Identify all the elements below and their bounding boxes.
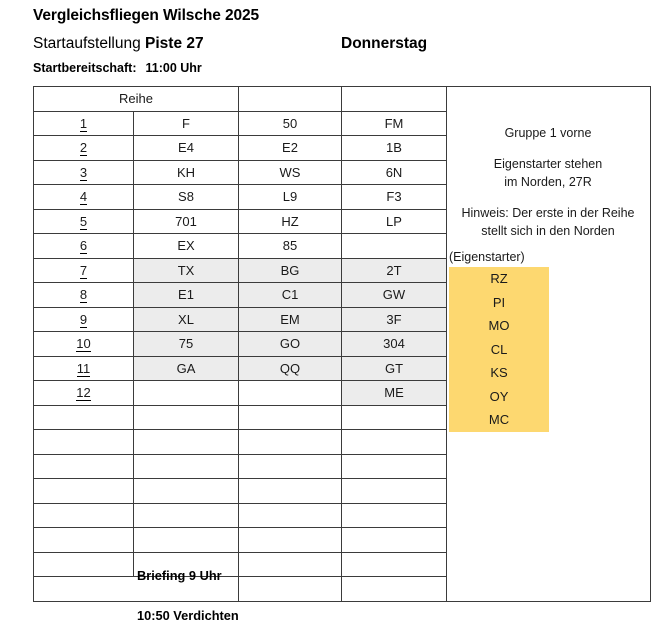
cell-column-2: E2 [239,136,342,161]
cell-column-3: 304 [342,332,447,357]
cell-column-3 [342,552,447,577]
cell-column-2: 50 [239,111,342,136]
cell-column-2 [239,454,342,479]
cell-column-2 [239,430,342,455]
readiness-row [33,60,633,76]
row-number: 10 [76,336,91,352]
cell-column-3: ME [342,381,447,406]
callsign-item: PI [492,294,506,310]
row-number-cell [34,185,134,210]
note-self-launch [447,155,649,191]
row-number-cell [34,209,134,234]
row-number-cell [34,430,134,455]
cell-column-2 [239,577,342,602]
row-number-cell [34,234,134,259]
row-number-cell [34,111,134,136]
cell-column-3: GW [342,283,447,308]
footer-briefing: Briefing 9 Uhr [137,568,222,583]
callsign-item: RZ [490,271,508,286]
eigenstarter-section-label: (Eigenstarter) [449,250,525,264]
column-header-3 [342,87,447,112]
cell-column-2 [239,528,342,553]
cell-column-3: GT [342,356,447,381]
cell-column-3: 3F [342,307,447,332]
cell-column-2 [239,381,342,406]
row-number-cell [34,136,134,161]
row-number: 1 [79,115,88,131]
readiness-label: Startbereitschaft: [33,61,137,75]
cell-column-2: EM [239,307,342,332]
subtitle-row [33,33,633,55]
cell-column-2: WS [239,160,342,185]
cell-column-1: S8 [134,185,239,210]
note-hint-line2: stellt sich in den Norden [481,224,615,238]
notes-panel [447,124,649,240]
cell-column-3: 1B [342,136,447,161]
weekday-label: Donnerstag [341,35,428,52]
cell-column-1 [134,381,239,406]
cell-column-3 [342,454,447,479]
note-self-launch-line2: im Norden, 27R [504,175,592,189]
cell-column-2: L9 [239,185,342,210]
callsign-item: KS [490,365,508,380]
readiness-time: 11:00 Uhr [145,61,202,75]
callsign-item: CL [490,341,508,357]
note-hint-line1: Hinweis: Der erste in der Reihe [461,206,635,220]
row-number-cell [34,405,134,430]
cell-column-3: 2T [342,258,447,283]
column-header-2 [239,87,342,112]
row-number-cell [34,479,134,504]
callsign-item: MO [488,318,510,333]
column-header-reihe: Reihe [34,87,239,112]
callsign-item: MC [488,412,510,427]
cell-column-3 [342,234,447,259]
row-number-cell [34,283,134,308]
document-header [33,6,633,76]
cell-column-3: LP [342,209,447,234]
cell-column-1 [134,430,239,455]
row-number: 7 [79,262,88,278]
cell-column-1 [134,528,239,553]
row-number-cell [34,160,134,185]
cell-column-1: E4 [134,136,239,161]
cell-column-2: 85 [239,234,342,259]
subtitle-prefix: Startaufstellung [33,35,146,52]
row-number: 9 [79,311,88,327]
row-number-cell [34,503,134,528]
cell-column-1: XL [134,307,239,332]
cell-column-3: 6N [342,160,447,185]
table-header-row [34,87,651,112]
cell-column-2 [239,503,342,528]
row-number: 12 [76,385,91,401]
cell-column-1: 75 [134,332,239,357]
note-group-order: Gruppe 1 vorne [504,126,592,140]
cell-column-2 [239,405,342,430]
eigenstarter-callsign-list [449,267,549,432]
row-number: 4 [79,189,88,205]
row-number: 2 [79,140,88,156]
cell-column-2: HZ [239,209,342,234]
cell-column-1: KH [134,160,239,185]
row-number-cell [34,307,134,332]
note-hint [447,204,649,240]
cell-column-3 [342,430,447,455]
cell-column-1: E1 [134,283,239,308]
cell-column-2: GO [239,332,342,357]
cell-column-3 [342,528,447,553]
cell-column-2: BG [239,258,342,283]
cell-column-1: EX [134,234,239,259]
cell-column-3: FM [342,111,447,136]
row-number-cell [34,454,134,479]
row-number-cell [34,528,134,553]
cell-column-2 [239,552,342,577]
cell-column-3 [342,577,447,602]
cell-column-3: F3 [342,185,447,210]
row-number: 11 [76,360,91,376]
row-number-cell [34,332,134,357]
cell-column-1 [134,454,239,479]
cell-column-3 [342,503,447,528]
cell-column-1: 701 [134,209,239,234]
cell-column-2: QQ [239,356,342,381]
note-self-launch-line1: Eigenstarter stehen [493,157,603,171]
cell-column-1: TX [134,258,239,283]
row-number: 3 [79,164,88,180]
cell-column-1 [134,405,239,430]
cell-column-1: F [134,111,239,136]
cell-column-3 [342,479,447,504]
row-number-cell [34,381,134,406]
cell-column-1 [134,479,239,504]
callsign-item: OY [489,388,509,404]
row-number-cell [34,552,134,577]
subtitle-runway: Piste 27 [145,35,204,52]
cell-column-3 [342,405,447,430]
cell-column-2: C1 [239,283,342,308]
row-number: 6 [79,238,88,254]
cell-column-2 [239,479,342,504]
footer-verdichten: 10:50 Verdichten [137,608,239,623]
document-footer [137,567,239,624]
row-number-cell [34,258,134,283]
row-number: 5 [79,213,88,229]
cell-column-1 [134,503,239,528]
cell-column-1: GA [134,356,239,381]
page-title: Vergleichsfliegen Wilsche 2025 [33,7,260,24]
row-number: 8 [79,287,88,303]
row-number-cell [34,356,134,381]
